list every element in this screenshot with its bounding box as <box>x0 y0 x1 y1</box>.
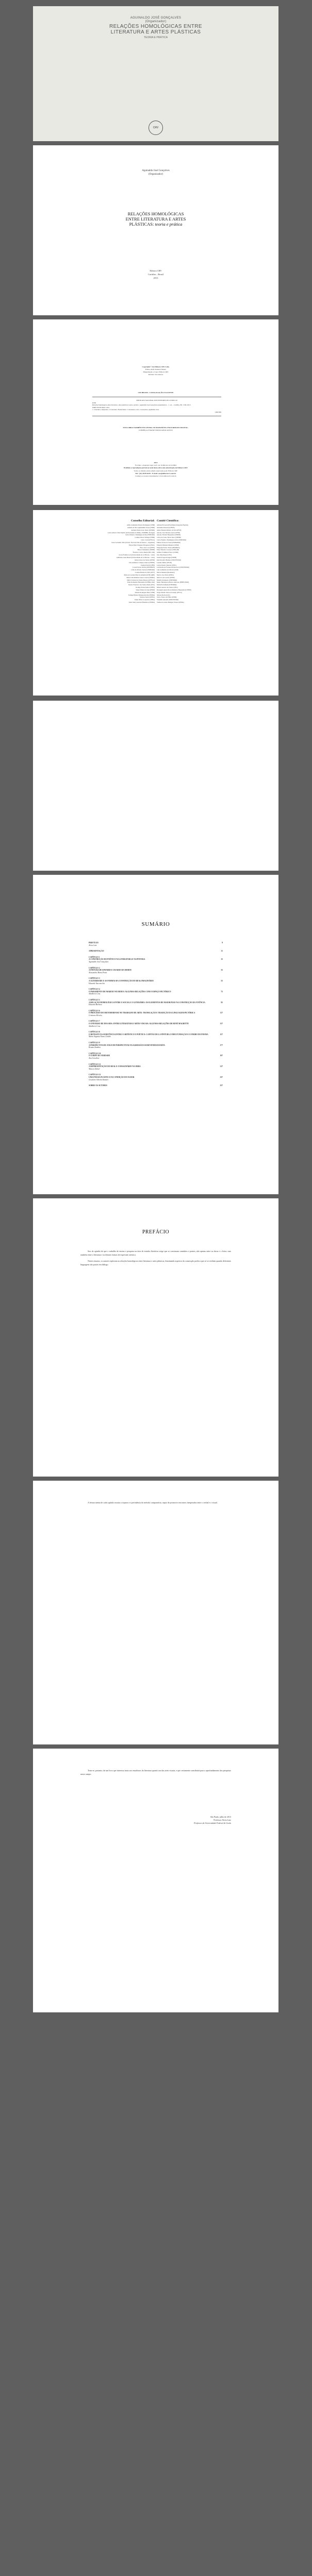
toc-entry-title: A PINTURA DE EDWARD E CESARIO DA MORTE <box>89 969 132 972</box>
cip-heading <box>33 392 278 394</box>
footer-deposit: Foi feito o depósito legal conf. Lei 10.994 de 14/12/2004 <box>135 464 176 467</box>
book-title-line1: RELAÇÕES HOMOLÓGICAS <box>127 211 184 216</box>
signature-name: Professor Alceu Luiz <box>214 1819 231 1821</box>
committee-member: Antonio Jose Teixeira Guerra (UFRJ) <box>157 531 180 534</box>
preface-paragraph-1: Sou da opinião de que o trabalho de ensino e pesquisa na área de estudos literários exige que se construam caminhos e pontes, não apenas entre as obras e o leitor, mas também entre a literatura e as demais formas de expressão artística. <box>80 1250 231 1256</box>
editorial-member: Lourdes Helena da Silva (UFV) <box>135 571 155 574</box>
editorial-member: Tania Suely Azevedo Brasileiro (UFOPA) <box>128 601 155 604</box>
organizer-name: Aguinaldo José Gonçalves <box>142 170 170 172</box>
copyright-line: Copyright © da Editora CRV Ltda. <box>142 366 170 368</box>
committee-member: Maurilio Rompatto (UNESPAR) <box>157 579 177 581</box>
editorial-member: Maria Lília Imbiriba Sousa Colares (UFOPA) <box>126 576 155 579</box>
toc-entry-page: 9 <box>222 942 223 944</box>
committee-member: Adriane Piovezan (Faculdades Integradas Espírita) <box>157 524 188 526</box>
toc-entry-title: A ALTERIDADE E AS FORMAS DA CONSTRUÇÃO DO REAL/IMAGINÁRIO <box>89 979 154 982</box>
publisher-block <box>33 269 278 280</box>
preface-text-3 <box>80 1769 231 1779</box>
toc-entry-page: 197 <box>220 1055 223 1057</box>
toc-entry-title: CAPÍTULO 12 <box>89 1074 101 1076</box>
toc-entry[interactable] <box>89 991 223 995</box>
toc-entry[interactable] <box>89 1065 223 1070</box>
scientific-committee <box>157 519 239 604</box>
editorial-member: Jailson Alves dos Santos (UFRJ) <box>134 558 155 561</box>
toc-entry-author: Adalberto Cruz <box>89 993 101 995</box>
committee-member: Luciana Rosar Fornazari Klanovicz (UNICENTRO) <box>157 566 189 569</box>
toc-entry-title: O UNIVERSO DE DOS SEIS: ENTRE LITERATURA E ARTES VISUAIS. ALGUMAS RELAÇÕES DE RENÉ MAGRITTE <box>89 1023 189 1025</box>
toc-entry-title-row <box>89 1084 223 1087</box>
committee-member: Andre Eduardo Ribeiro da Silva (IFSP) <box>157 529 182 531</box>
cover-organizer-role: (Organizador) <box>145 20 167 23</box>
preface-title: PREFÁCIO <box>142 1229 170 1235</box>
toc-entry-page: 35 <box>221 969 223 972</box>
editorial-member: Elione Maria Nogueira Diogenes (UFAL) <box>128 544 155 546</box>
editorial-member: Cesar Gerónimo Tello (Univer. Nacional Três de Febrero – Argentina) <box>111 541 155 544</box>
editorial-member: Celso Conti (UFSCar) <box>141 539 155 541</box>
editorial-member: Élsio José Corá (UFFS) <box>140 546 155 549</box>
toc-entry[interactable] <box>89 1084 223 1087</box>
preface-text-2 <box>80 1501 231 1508</box>
publisher-city: Curitiba – Brasil <box>148 273 163 276</box>
committee-member: Leticia Pereira Teixeira (UFSC) <box>157 564 177 566</box>
revision-line: Revisão: Os Autores <box>148 374 163 376</box>
toc-entry-page: 15 <box>221 958 223 961</box>
preface-page-1 <box>33 1198 278 1477</box>
cip-heading-line1: CIP-BRASIL. CATALOGAÇÃO-NA-FONTE <box>138 392 174 394</box>
cover-subtitle: TEORIA E PRÁTICA <box>143 36 168 39</box>
toc-entry-page: 137 <box>220 1023 223 1025</box>
organizer-role: (Organizador) <box>148 173 163 176</box>
cover-title <box>33 24 278 35</box>
committee-member: Valdemir Antoneli (UNICENTRO) <box>157 599 179 601</box>
toc-entry-title: CAPÍTULO 2 <box>89 967 100 969</box>
toc-entry-author: Eduardo Vasconcelos <box>89 982 105 985</box>
editorial-member: Elizeu Clementino (UNEB) <box>137 549 155 551</box>
committee-member: Fabio Eduardo Cressoni (UNILAB) <box>157 549 179 551</box>
scientific-committee-title: Comitê Científico: <box>157 519 179 522</box>
editorial-member: Maria Cristina dos Santos Bezerra (UFSCar) <box>127 579 155 581</box>
toc-entry-title: CAPÍTULO 10 <box>89 1052 101 1055</box>
footer-reserved: Todos os direitos desta edição reservados pela: Editora CRV <box>134 469 178 472</box>
toc-entry-page: 237 <box>220 1076 223 1078</box>
preface-text-1 <box>80 1250 231 1269</box>
card-code: R338 <box>92 401 96 404</box>
editorial-member: Tadeu Oliver Gonçalves (UFPA) <box>134 599 155 601</box>
toc-entry[interactable] <box>89 980 223 985</box>
preface-paragraph-2: Nestes ensaios, os autores exploram as relações homológicas entre literatura e artes plásticas, iluminando aspectos da construção poética que só se revelam quando diferentes linguagens são postas em diálogo. <box>80 1260 231 1266</box>
editorial-member: Renato Francisco dos Santos Paula (UFG) <box>128 584 155 586</box>
editorial-member: Paulo Romualdo Hernandes (UNIFAL-MG) <box>127 581 155 584</box>
toc-entry-title: O PARAMENTO DE MAIRÃO NO DEDE E ALGUMAS RELAÇÕES COM O ESPAÇO PICTÓRICO <box>89 990 171 993</box>
signature-affiliation: Professor da Universidade Federal de Goiás <box>194 1822 231 1824</box>
editorial-member: Lídia de Oliveira Xavier (UNIEURO) <box>131 569 155 571</box>
summary-page <box>33 875 278 1194</box>
toc-entry-page: 177 <box>220 1044 223 1046</box>
copyright-block <box>33 366 278 376</box>
preface-paragraph-3: A leitura atenta de cada capítulo mostra a riqueza e a pertinência do método comparatista, capaz de promover encontros inesperados entre o verbal e o visual. <box>88 1501 218 1504</box>
book-title-line3 <box>33 222 278 227</box>
publication-year: 2013 <box>153 277 158 279</box>
toc-entry-page: 157 <box>220 1033 223 1036</box>
committee-member: Sergio Murilo Santos de Araújo (UFCG) <box>157 591 182 594</box>
toc-entry-title: O PROCESSO DO METAMORFOSE NO TRABALHO DE ARTE: TRANSLAÇÃO E TRADUÇÃO DA LINGUAGEM PICTÓRICA <box>89 1012 195 1014</box>
editorial-member: Simone Rodrigues Pinto (UNB) <box>135 591 155 594</box>
title-page <box>33 145 278 315</box>
committee-member: Marcel Mendes (Mackenzie) <box>157 571 175 574</box>
book-subtitle: teoria e prática <box>155 222 183 227</box>
toc-entry-author: Maria Augusta Nunes Galvão <box>89 1036 111 1038</box>
committee-member: Sylvio Fausto Gil Filho (UFPR) <box>157 596 177 599</box>
toc-entry-title: A REPRESENTAÇÃO DO REAL E O IMAGINÁRIO NA OBRA <box>89 1065 141 1068</box>
cover-title-line1: RELAÇÕES HOMOLÓGICAS ENTRE <box>109 24 202 29</box>
toc-entry-title: CAPÍTULO 4 <box>89 988 100 991</box>
editor-line: Editor-chefe: Railson Moura <box>145 368 167 370</box>
committee-member: Karla Rosário Brumes (UNICENTRO) <box>157 558 181 561</box>
toc-entry-title: CAPÍTULO 7 <box>89 1020 100 1023</box>
cip-heading-line2: SINDICATO NACIONAL DOS EDITORES DE LIVROS, RJ <box>136 399 177 401</box>
card-subjects: 1. Literatura comparada. 2. Literatura. Plasticidade. 3. Literatura e arte. I. Gonçalves, Aguinaldo José. <box>92 409 159 411</box>
toc-entry-title: CAPÍTULO 5 <box>89 998 100 1001</box>
toc-entry[interactable] <box>89 1076 223 1081</box>
toc-entry-page: 117 <box>220 1012 223 1014</box>
toc-entry-page: 75 <box>221 990 223 993</box>
preface-page-2 <box>33 1481 278 1744</box>
book-title-line2: ENTRE LITERATURA E ARTES <box>125 216 186 222</box>
title-page-organizer <box>33 169 278 176</box>
toc-entry-title: SOBRE OS AUTORES <box>89 1084 107 1087</box>
council-page <box>33 510 278 696</box>
committee-member: Edilson Soares de Souza (FABAPAR) <box>157 541 180 544</box>
editorial-member: Gloria Fariñas León (Universidade de La Havana – Cuba) <box>119 554 155 556</box>
cover-title-line2: LITERATURA E ARTES PLÁSTICAS <box>110 29 201 35</box>
toc-entry-title: CAPÍTULO 9 <box>89 1042 100 1044</box>
toc-entry-title: CAPÍTULO 8 <box>89 1031 100 1033</box>
committee-member: Eduardo Pimentel Menezes (UERJ) <box>157 544 179 546</box>
toc-entry-author: Aguinaldo José Gonçalves <box>89 960 109 963</box>
committee-member: Rosangela Aparecida de Medeiros Hespanhol (UNESP) <box>157 588 191 591</box>
toc-entry-title: CAPÍTULO 6 <box>89 1009 100 1012</box>
editorial-member: Leonel Severo Rocha (UNISINOS) <box>133 566 155 569</box>
committee-member: Euripedes Falcao Vieira (IHGRRGS) <box>157 546 180 549</box>
preface-signature <box>194 1816 231 1825</box>
toc-entry-title: APRESENTAÇÃO <box>89 950 104 953</box>
editorial-member: Rodrigo Pratte-Santos (UFES) <box>136 586 155 589</box>
editorial-council-title: Conselho Editorial: <box>131 519 155 522</box>
toc-entry-title: O CORPO DA VERDADE <box>89 1055 110 1057</box>
committee-member: Jussara Fraga Portugal (UNEB) <box>157 556 177 558</box>
toc-entry-author: Marcos Sobral <box>89 1067 100 1070</box>
toc-entry-page: 95 <box>221 1001 223 1004</box>
toc-entry[interactable] <box>89 942 223 946</box>
committee-member: Venilson Luciano Benigno Fonseca (IFMG) <box>157 601 184 604</box>
editorial-member: Maria de Lourdes Pinto de Almeida (UNICAMP) <box>124 573 155 576</box>
card-cdd: CDD 809 <box>215 411 221 413</box>
toc-entry-title-row <box>89 1002 223 1004</box>
footer-rights: Proibida a reprodução parcial ou total desta obra sem autorização da Editora CRV <box>123 467 188 469</box>
signature-place: São Paulo, julho de 2013 <box>210 1816 231 1818</box>
toc-entry-title: UMA POESIA PLÁSTICA NA CONDIÇÃO DO OLHAR <box>89 1076 135 1078</box>
committee-member: Antonio Nivaldo Hespanhol (UNESP) <box>157 534 181 536</box>
footer-website: Conheça os nossos lançamentos: www.editoracrv.com.br <box>135 475 176 478</box>
publisher-logo: CRV <box>149 121 163 135</box>
committee-member: Jairo Marchesan (UNC) <box>157 554 172 556</box>
cover-page <box>33 6 278 141</box>
committee-member: Gilmara Yoshihara Franco (UNIR) <box>157 551 178 554</box>
committee-member: Carlos de Castro Neves Neto (UNESP) <box>157 536 182 539</box>
book-title-line3-text: PLÁSTICAS: <box>129 222 154 227</box>
blank-page <box>33 701 278 871</box>
toc-entry-author: Gessilene Silveira Kanzler <box>89 1078 109 1081</box>
editorial-member: Solange Helena Ximenes-Rocha (UFOPA) <box>128 594 155 596</box>
committee-member: Alexandre Pierezan (UFMS) <box>157 526 175 529</box>
toc-entry-page: 55 <box>221 979 223 982</box>
digital-notice-line2: CONHEÇA E BAIXE NOSSO APLICATIVO! <box>138 429 173 431</box>
toc-entry-author: Cristiano Silveira <box>89 1014 102 1016</box>
cover-organizer: AGUINALDO JOSÉ GONÇALVES <box>130 16 182 20</box>
toc-entry-author: Alessandra Maria Ponte <box>89 971 107 974</box>
card-isbn: ISBN 978-85-8042-718-9 <box>92 406 110 409</box>
editorial-member: Sérgio Nunes de Jesus (IFRO) <box>136 588 155 591</box>
digital-notice-line1: ESTA OBRA TAMBÉM ENCONTRA-SE DISPONÍVEL EM FORMATO DIGITAL. <box>123 427 189 429</box>
toc-entry[interactable] <box>89 1023 223 1027</box>
committee-member: Leandro Baller (UFGD) <box>157 561 172 564</box>
publisher-name: Editora CRV <box>150 269 162 272</box>
committee-member: Carlos Federico Dominguez Avila (UNIEURO) <box>157 539 187 541</box>
toc-entry[interactable] <box>89 950 223 953</box>
table-of-contents <box>89 942 223 1091</box>
toc-entry[interactable] <box>89 958 223 963</box>
toc-entry[interactable] <box>89 1033 223 1038</box>
toc-entry-title: A PERSPECTIVA DO JOGO DE PERSPECTIVAS NA AGRESSÃO ESCREVENDO/ESCRITA <box>89 1044 165 1046</box>
toc-entry-title: A RELAÇÃO HOMOLÓGICA ENTRE O SOCIAL E O LITERÁRIO: OS ELEMENTOS DE MAIOR PESO NA CONSTRUÇÃO DA VIVÊNCIA <box>89 1001 205 1004</box>
editorial-member: Antônio Pereira Gaio Júnior (UFRRJ) <box>131 529 155 531</box>
editorial-member: Carlos Alberto Vilar Estêvão (Universidade do Minho, UMINHO, Portugal) <box>107 531 155 534</box>
toc-entry-page: 217 <box>220 1065 223 1068</box>
toc-entry[interactable] <box>89 1044 223 1049</box>
toc-entry-author: Adalberto Cruz <box>89 1025 101 1027</box>
preface-paragraph-4: Trata-se, portanto, de um livro que interessa tanto aos estudiosos da literatura quanto aos das artes visuais, e que certamente contribuirá para o aprofundamento das pesquisas nesse campo. <box>80 1769 231 1775</box>
toc-entry-title: CAPÍTULO 11 <box>89 1063 101 1065</box>
committee-member: Simone Rocha (UnC) <box>157 594 170 596</box>
toc-entry-title: CAPÍTULO 1 <box>89 956 100 958</box>
book-title <box>33 211 278 227</box>
digital-notice <box>33 427 278 432</box>
toc-entry[interactable] <box>89 969 223 974</box>
editorial-member: Sydione Santos (UEPG) <box>139 596 155 599</box>
toc-entry-author: Ana Gessilene <box>89 1057 100 1059</box>
toc-entry-author: Eduardo Barbosa <box>89 1004 102 1006</box>
catalog-page <box>33 319 278 505</box>
editorial-member: Francisco Carlos Duarte (PUC-PR) <box>133 551 155 554</box>
committee-member: Luiz Guilherme de Oliveira (UnB) <box>157 569 178 571</box>
toc-entry-title: O RETRATO NA SUBSTÂNCIA ENTRE O ARTÍSTICO E POÉTICO: CAPITÃO DE LA PINTURA COMO FUNDAÇÃO E O FERRO DO POEMA <box>89 1033 208 1036</box>
toc-entry-author: Alceu Luiz <box>89 944 97 946</box>
preface-page-3 <box>33 1749 278 2012</box>
card-body: Relações homológicas entre literatura e artes plásticas: teoria e prática / Aguinaldo José Gonçalves (organizador). – 1. ed. – Curitiba, PR : CRV, 2013. <box>92 404 191 406</box>
toc-entry-title-row <box>89 950 223 953</box>
summary-title: SUMÁRIO <box>141 921 170 927</box>
toc-entry-page: 11 <box>221 950 223 953</box>
diagram-line: Diagramação e Capa: Editora CRV <box>143 371 169 373</box>
editorial-member: Carmen Tereza Velanga (UNIR) <box>135 536 155 539</box>
catalog-card <box>92 397 221 416</box>
council-columns <box>33 519 278 604</box>
toc-entry-page: 257 <box>220 1084 223 1087</box>
toc-entry-title: PREFÁCIO <box>89 942 98 944</box>
footer-contact: Tel.: (41) 3039-6418 - E-mail: sac@editoracrv.com.br <box>135 472 176 474</box>
legal-footer <box>33 462 278 478</box>
committee-member: Michel Kobelinski (UNESPAR) <box>157 584 177 586</box>
committee-member: Mauro Henrique de Barros Amoroso (FEBF/UERJ) <box>157 581 189 584</box>
footer-year: 2013 <box>154 462 158 464</box>
editorial-member: Josania Portela (UFPI) <box>140 564 155 566</box>
committee-member: Marcio Jose Ornat (UEPG) <box>157 573 174 576</box>
editorial-council <box>72 519 155 604</box>
toc-entry[interactable] <box>89 1002 223 1006</box>
committee-member: Marcio Luiz Carreri (UENP) <box>157 576 175 579</box>
editorial-member: João Adalberto Campato Junior (UNESP) <box>128 561 155 564</box>
editorial-member: Aldira Guimarães Duarte Domínguez (UNB) <box>126 524 155 526</box>
editorial-member: Andréia da Silva Quintanilha Sousa (UNIR) <box>127 526 155 529</box>
toc-entry-title: A CONSTRUÇÃO DO POÉTICO NA LITERATURA E NA PINTURA <box>89 958 145 961</box>
editorial-member: Guillermo Arias Beatón (Universidade de La Havana – Cuba) <box>116 556 155 558</box>
toc-entry-title: CAPÍTULO 3 <box>89 977 100 980</box>
editorial-member: Carlos Federico Dominguez Avila (UNIEURO) <box>125 534 155 536</box>
toc-entry-author: Renata Zambon <box>89 1046 101 1049</box>
committee-member: Rafael Guarato dos Santos (UFG) <box>157 586 178 589</box>
